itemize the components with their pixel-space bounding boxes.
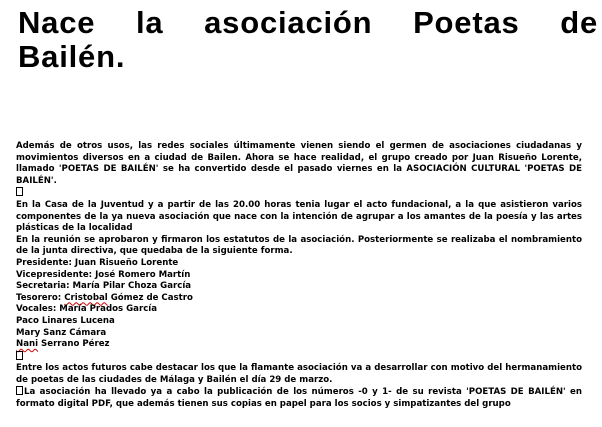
article-body	[16, 141, 582, 411]
tesorero-label: Tesorero:	[16, 292, 65, 303]
missing-glyph-icon	[16, 386, 23, 395]
actos-futuros-paragraph: Entre los actos futuros cabe destacar los que la flamante asociación va a desarrollar con motivo del hermanamiento de poetas de las ciudades de Málaga y Bailén el día 29 de marzo.	[16, 363, 582, 385]
missing-glyph-icon	[16, 351, 23, 360]
reunion-paragraph: En la reunión se aprobaron y firmaron los estatutos de la asociación. Posteriormente se realizaba el nombramiento de la junta directiva, que quedaba de la siguiente forma.	[16, 234, 582, 257]
casa-juventud-paragraph: En la Casa de la Juventud y a partir de las 20.00 horas tenia lugar el acto fundacional, a la que asistieron varios componentes de la ya nueva asociación que nace con la intención de agrupar a los amantes de la poesía y las artes plásticas de la localidad	[16, 199, 582, 234]
blank-line	[16, 351, 582, 364]
revista-text: La asociación ha llevado ya a cabo la publicación de los números -0 y 1- de su revista 'POETAS DE BAILÉN' en formato digital PDF, que además tienen sus copias en papel para los socios y simpatizantes del grupo	[16, 387, 582, 410]
vocal-line	[16, 339, 582, 351]
vocal-name-misspelled: Nani	[16, 339, 39, 350]
vocales-line: Vocales: María Prados García	[16, 304, 158, 315]
vocal-surname: Serrano Pérez	[38, 339, 110, 350]
vocal-line: Paco Linares Lucena	[16, 315, 115, 326]
revista-paragraph	[16, 386, 582, 410]
vicepresidente-line: Vicepresidente: José Romero Martín	[16, 269, 191, 280]
intro-paragraph: Además de otros usos, las redes sociales últimamente vienen siendo el germen de asociaciones ciudadanas y movimientos diversos en a ciudad de Bailen. Ahora se hace realidad, el grupo creado por Juan Risueño Lorente, llamado 'POETAS DE BAILÉN' se ha convertido desde el pasado viernes en la ASOCIACIÓN CULTURAL 'POETAS DE BAILÉN'.	[16, 141, 582, 186]
tesorero-surname: Gómez de Castro	[107, 292, 193, 303]
tesorero-name-misspelled: Cristobal	[64, 292, 108, 303]
secretaria-line: Secretaria: María Pilar Choza García	[16, 281, 192, 292]
vocal-line: Mary Sanz Cámara	[16, 327, 107, 338]
blank-line	[16, 187, 582, 200]
missing-glyph-icon	[16, 187, 23, 196]
article-headline: Nace la asociación Poetas de Bailén.	[18, 5, 598, 74]
presidente-line: Presidente: Juan Risueño Lorente	[16, 257, 179, 268]
tesorero-line	[16, 293, 582, 305]
junta-directiva-list	[16, 258, 582, 351]
